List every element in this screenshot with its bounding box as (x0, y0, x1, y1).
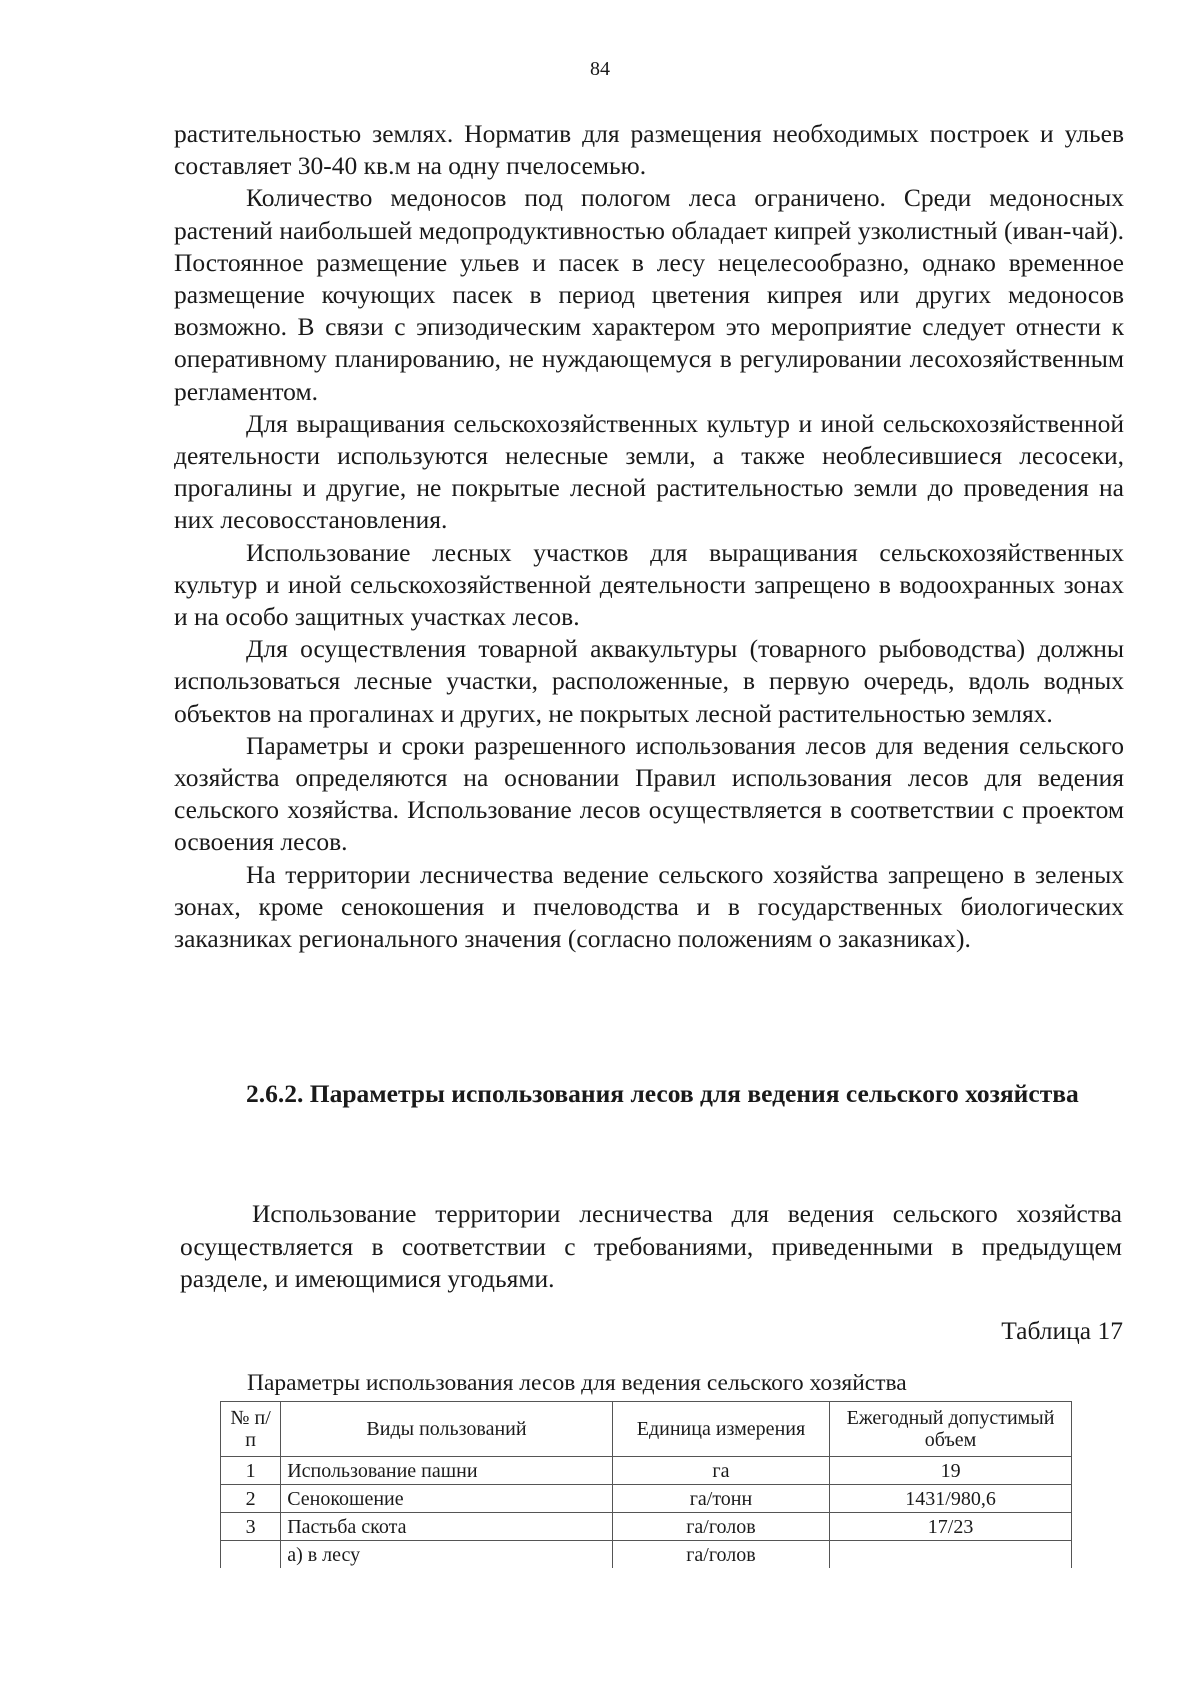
cell-kind: а) в лесу (281, 1541, 613, 1569)
cell-num: 1 (221, 1457, 281, 1485)
header-kind: Виды пользований (281, 1402, 613, 1457)
page-number: 84 (590, 58, 610, 80)
cell-unit: га/тонн (612, 1485, 829, 1513)
cell-num (221, 1541, 281, 1569)
paragraph: Использование лесных участков для выращивания сельскохозяйственных культур и иной сельскохозяйственной деятельности запрещено в водоохранных зонах и на особо защитных участках лесов. (174, 537, 1124, 632)
paragraph: Для выращивания сельскохозяйственных культур и иной сельскохозяйственной деятельности используются нелесные земли, а также необлесившиеся лесосеки, прогалины и другие, не покрытые лесной растительностью земли до проведения на них лесовосстановления. (174, 408, 1124, 535)
table-header-row (221, 1402, 1072, 1457)
paragraph: растительностью землях. Норматив для размещения необходимых построек и ульев составляет 30-40 кв.м на одну пчелосемью. (174, 119, 1124, 181)
paragraph: Параметры и сроки разрешенного использования лесов для ведения сельского хозяйства определяются на основании Правил использования лесов для ведения сельского хозяйства. Использование лесов осуществляется в соответствии с проектом освоения лесов. (174, 730, 1124, 857)
intro-paragraph: Использование территории лесничества для ведения сельского хозяйства осуществляется в соответствии с требованиями, приведенными в предыдущем разделе, и имеющимися угодьями. (180, 1199, 1122, 1293)
table-label: Таблица 17 (1001, 1316, 1123, 1345)
cell-volume: 1431/980,6 (830, 1485, 1072, 1513)
params-table (220, 1401, 1072, 1568)
paragraph: Количество медоносов под пологом леса ограничено. Среди медоносных растений наибольшей медопродуктивностью обладает кипрей узколистный (иван-чай). Постоянное размещение ульев и пасек в лесу нецелесообразно, однако временное размещение кочующих пасек в период цветения кипрея или других медоносов возможно. В связи с эпизодическим характером это мероприятие следует отнести к оперативному планированию, не нуждающемуся в регулировании лесохозяйственным регламентом. (174, 183, 1124, 406)
cell-num: 3 (221, 1513, 281, 1541)
cell-kind: Пастьба скота (281, 1513, 613, 1541)
paragraph: На территории лесничества ведение сельского хозяйства запрещено в зеленых зонах, кроме сенокошения и пчеловодства и в государственных биологических заказниках регионального значения (согласно положениям о заказниках). (174, 859, 1124, 954)
header-volume: Ежегодный допустимый объем (830, 1402, 1072, 1457)
cell-num: 2 (221, 1485, 281, 1513)
table-row (221, 1457, 1072, 1485)
body-text (174, 118, 1124, 955)
table-row (221, 1541, 1072, 1569)
cell-kind: Сенокошение (281, 1485, 613, 1513)
table-row (221, 1513, 1072, 1541)
cell-unit: га/голов (612, 1513, 829, 1541)
cell-volume: 19 (830, 1457, 1072, 1485)
paragraph: Для осуществления товарной аквакультуры (товарного рыбоводства) должны использоваться лесные участки, расположенные, в первую очередь, вдоль водных объектов на прогалинах и других, не покрытых лесной растительностью землях. (174, 634, 1124, 728)
cell-unit: га (612, 1457, 829, 1485)
table-row (221, 1485, 1072, 1513)
table-title: Параметры использования лесов для ведения сельского хозяйства (247, 1370, 907, 1396)
header-unit: Единица измерения (612, 1402, 829, 1457)
cell-volume (830, 1541, 1072, 1569)
cell-unit: га/голов (612, 1541, 829, 1569)
section-heading: 2.6.2. Параметры использования лесов для ведения сельского хозяйства (246, 1079, 1079, 1108)
cell-volume: 17/23 (830, 1513, 1072, 1541)
cell-kind: Использование пашни (281, 1457, 613, 1485)
header-num: № п/п (221, 1402, 281, 1457)
